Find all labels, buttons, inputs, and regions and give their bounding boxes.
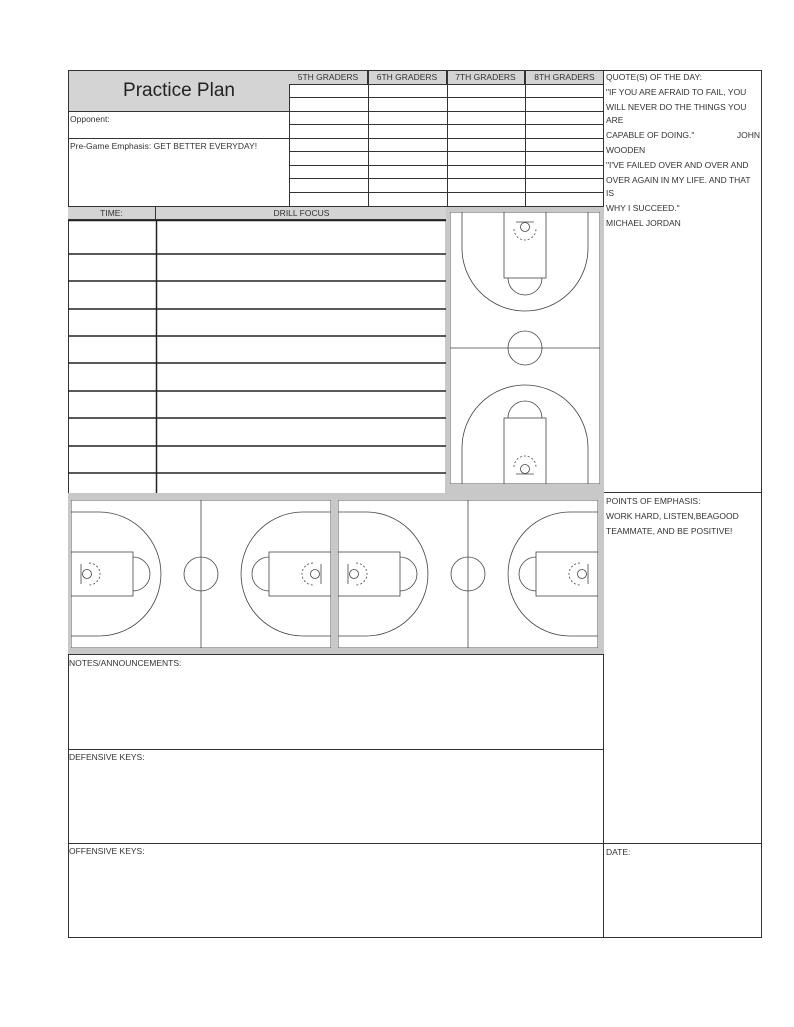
- page-title: Practice Plan: [69, 71, 289, 112]
- quotes-heading: QUOTE(S) OF THE DAY:: [606, 72, 703, 82]
- points-heading: POINTS OF EMPHASIS:: [606, 496, 701, 506]
- basketball-court-icon: [338, 500, 598, 648]
- quote-2-author: MICHAEL JORDAN: [606, 218, 681, 228]
- points-line-2: TEAMMATE, AND BE POSITIVE!: [606, 526, 733, 536]
- quote-1-author-first: JOHN: [736, 130, 760, 140]
- notes-label: NOTES/ANNOUNCEMENTS:: [69, 658, 182, 668]
- schedule-rows: [68, 220, 447, 495]
- title-cell: [68, 70, 290, 207]
- quotes-panel: [603, 70, 762, 493]
- points-of-emphasis-panel: [603, 493, 762, 844]
- defensive-keys-label: DEFENSIVE KEYS:: [69, 752, 145, 762]
- grade-col-5th: 5TH GRADERS: [289, 71, 368, 84]
- horizontal-courts-frame: [68, 493, 604, 655]
- points-line-1: WORK HARD, LISTEN,BEAGOOD: [606, 511, 739, 521]
- date-section: [603, 843, 762, 938]
- quote-1-line-2: WILL NEVER DO THE THINGS YOU ARE: [606, 102, 747, 125]
- schedule-table: [68, 206, 447, 494]
- quote-1-line-1: "IF YOU ARE AFRAID TO FAIL, YOU: [606, 87, 747, 97]
- basketball-court-icon: [71, 500, 331, 648]
- quote-2-line-1: "I'VE FAILED OVER AND OVER AND: [606, 160, 749, 170]
- defensive-keys-section: [68, 750, 604, 844]
- grades-grid-lines: [289, 71, 604, 207]
- offensive-keys-section: [68, 844, 604, 938]
- full-court-frame: [446, 207, 604, 494]
- quote-1-author-last: WOODEN: [606, 145, 646, 155]
- pre-game-emphasis: Pre-Game Emphasis: GET BETTER EVERYDAY!: [70, 141, 258, 151]
- grade-col-7th: 7TH GRADERS: [447, 71, 525, 84]
- offensive-keys-label: OFFENSIVE KEYS:: [69, 846, 145, 856]
- drill-focus-column-header: DRILL FOCUS: [156, 207, 447, 220]
- opponent-divider: [69, 138, 289, 139]
- grade-col-6th: 6TH GRADERS: [368, 71, 447, 84]
- quote-2-line-3: WHY I SUCCEED.": [606, 203, 680, 213]
- quote-2-line-2: OVER AGAIN IN MY LIFE. AND THAT IS: [606, 175, 751, 198]
- opponent-label: Opponent:: [70, 114, 110, 124]
- grade-col-8th: 8TH GRADERS: [525, 71, 604, 84]
- quote-1-line-3: [604, 128, 762, 143]
- quote-1-text-end: CAPABLE OF DOING.": [606, 130, 695, 140]
- date-label: DATE:: [606, 847, 631, 857]
- time-column-header: TIME:: [68, 207, 156, 220]
- basketball-court-icon: [450, 212, 600, 484]
- grades-grid: [289, 70, 604, 207]
- notes-section: [68, 655, 604, 750]
